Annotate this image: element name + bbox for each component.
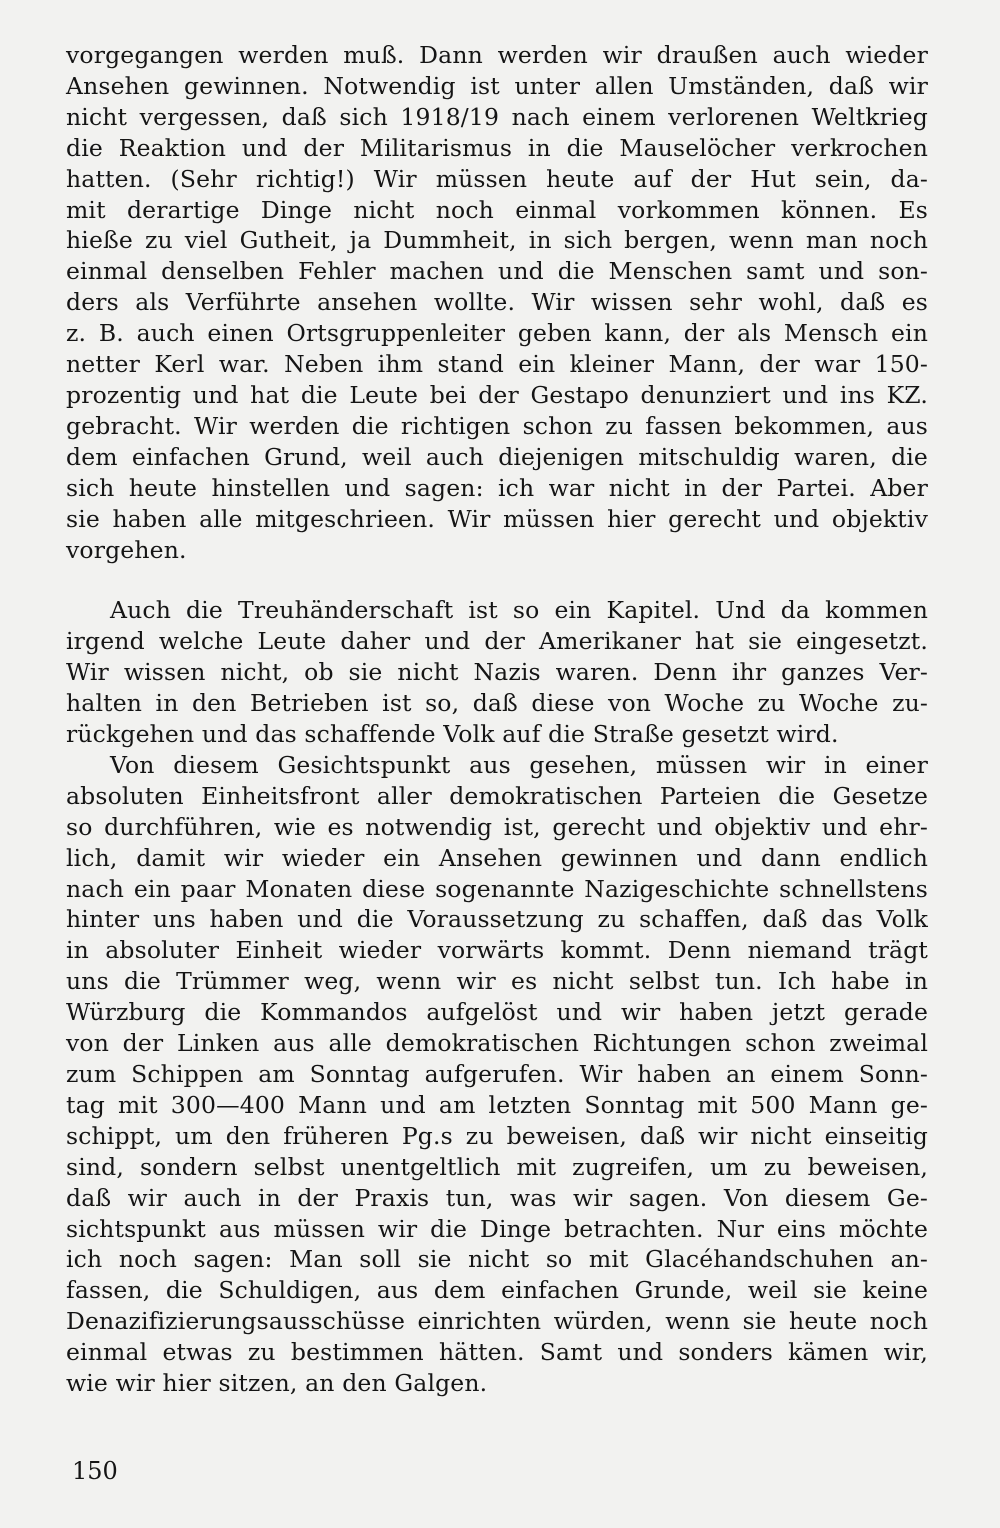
text-line: fassen, die Schuldigen, aus dem einfachen Grunde, weil sie keine [66, 1276, 928, 1305]
text-line: in absoluter Einheit wieder vorwärts kommt. Denn niemand trägt [66, 936, 928, 965]
text-line: schippt, um den früheren Pg.s zu beweisen, daß wir nicht einseitig [66, 1121, 928, 1150]
text-line: Von diesem Gesichtspunkt aus gesehen, müssen wir in einer [110, 750, 928, 779]
text-line: lich, damit wir wieder ein Ansehen gewinnen und dann endlich [66, 843, 928, 872]
text-line: vorgegangen werden muß. Dann werden wir draußen auch wieder [66, 41, 928, 69]
text-line: uns die Trümmer weg, wenn wir es nicht selbst tun. Ich habe in [66, 967, 928, 996]
text-line: prozentig und hat die Leute bei der Gestapo denunziert und ins KZ. [66, 380, 928, 409]
text-line: mit derartige Dinge nicht noch einmal vorkommen können. Es [66, 195, 928, 224]
text-line: sichtspunkt aus müssen wir die Dinge betrachten. Nur eins möchte [66, 1214, 928, 1243]
text-line: nicht vergessen, daß sich 1918/19 nach einem verlorenen Weltkrieg [66, 102, 928, 131]
text-line: tag mit 300—400 Mann und am letzten Sonntag mit 500 Mann ge- [66, 1090, 928, 1119]
text-line: Ansehen gewinnen. Notwendig ist unter allen Umständen, daß wir [66, 71, 928, 100]
paragraph-3 [66, 750, 928, 1399]
text-line: irgend welche Leute daher und der Amerikaner hat sie eingesetzt. [66, 627, 928, 656]
text-line: ich noch sagen: Man soll sie nicht so mit Glacéhandschuhen an- [66, 1245, 928, 1274]
text-line: gebracht. Wir werden die richtigen schon zu fassen bekommen, aus [66, 411, 928, 440]
text-line: hieße zu viel Gutheit, ja Dummheit, in sich bergen, wenn man noch [66, 226, 928, 255]
text-line: z. B. auch einen Ortsgruppenleiter geben kann, der als Mensch ein [66, 319, 928, 348]
text-line: halten in den Betrieben ist so, daß diese von Woche zu Woche zu- [66, 689, 928, 718]
text-line: hatten. (Sehr richtig!) Wir müssen heute auf der Hut sein, da- [66, 164, 928, 193]
text-line: die Reaktion und der Militarismus in die Mauselöcher verkrochen [66, 133, 928, 162]
text-line: ders als Verführte ansehen wollte. Wir wissen sehr wohl, daß es [66, 288, 928, 317]
text-line: so durchführen, wie es notwendig ist, gerecht und objektiv und ehr- [66, 812, 928, 841]
paragraph-2 [66, 595, 928, 750]
text-line: einmal denselben Fehler machen und die Menschen samt und son- [66, 257, 928, 286]
text-line: hinter uns haben und die Voraussetzung zu schaffen, daß das Volk [66, 905, 928, 934]
text-line: sind, sondern selbst unentgeltlich mit zugreifen, um zu beweisen, [66, 1152, 928, 1181]
text-line: wie wir hier sitzen, an den Galgen. [66, 1369, 488, 1398]
text-line: absoluten Einheitsfront aller demokratischen Parteien die Gesetze [66, 781, 928, 810]
text-line: Würzburg die Kommandos aufgelöst und wir haben jetzt gerade [66, 998, 928, 1027]
text-line: zum Schippen am Sonntag aufgerufen. Wir haben an einem Sonn- [66, 1060, 928, 1088]
text-line: von der Linken aus alle demokratischen Richtungen schon zweimal [66, 1029, 928, 1058]
text-line: Denazifizierungsausschüsse einrichten würden, wenn sie heute noch [66, 1307, 928, 1336]
text-line: netter Kerl war. Neben ihm stand ein kleiner Mann, der war 150- [66, 350, 928, 379]
text-line: daß wir auch in der Praxis tun, was wir sagen. Von diesem Ge- [66, 1183, 928, 1212]
text-line: Auch die Treuhänderschaft ist so ein Kapitel. Und da kommen [110, 596, 928, 625]
text-line: sie haben alle mitgeschrieen. Wir müssen hier gerecht und objektiv [66, 504, 928, 533]
body-text [66, 40, 928, 1399]
text-line: einmal etwas zu bestimmen hätten. Samt und sonders kämen wir, [66, 1338, 928, 1367]
paragraph-gap [66, 565, 928, 595]
paragraph-1 [66, 40, 928, 565]
text-line: sich heute hinstellen und sagen: ich war nicht in der Partei. Aber [66, 473, 928, 502]
page-number: 150 [72, 1457, 118, 1485]
text-line: nach ein paar Monaten diese sogenannte Nazigeschichte schnellstens [66, 874, 928, 903]
text-line: Wir wissen nicht, ob sie nicht Nazis waren. Denn ihr ganzes Ver- [66, 658, 928, 687]
text-line: rückgehen und das schaffende Volk auf die Straße gesetzt wird. [66, 720, 839, 749]
text-line: dem einfachen Grund, weil auch diejenigen mitschuldig waren, die [66, 442, 928, 471]
text-line: vorgehen. [66, 535, 187, 564]
